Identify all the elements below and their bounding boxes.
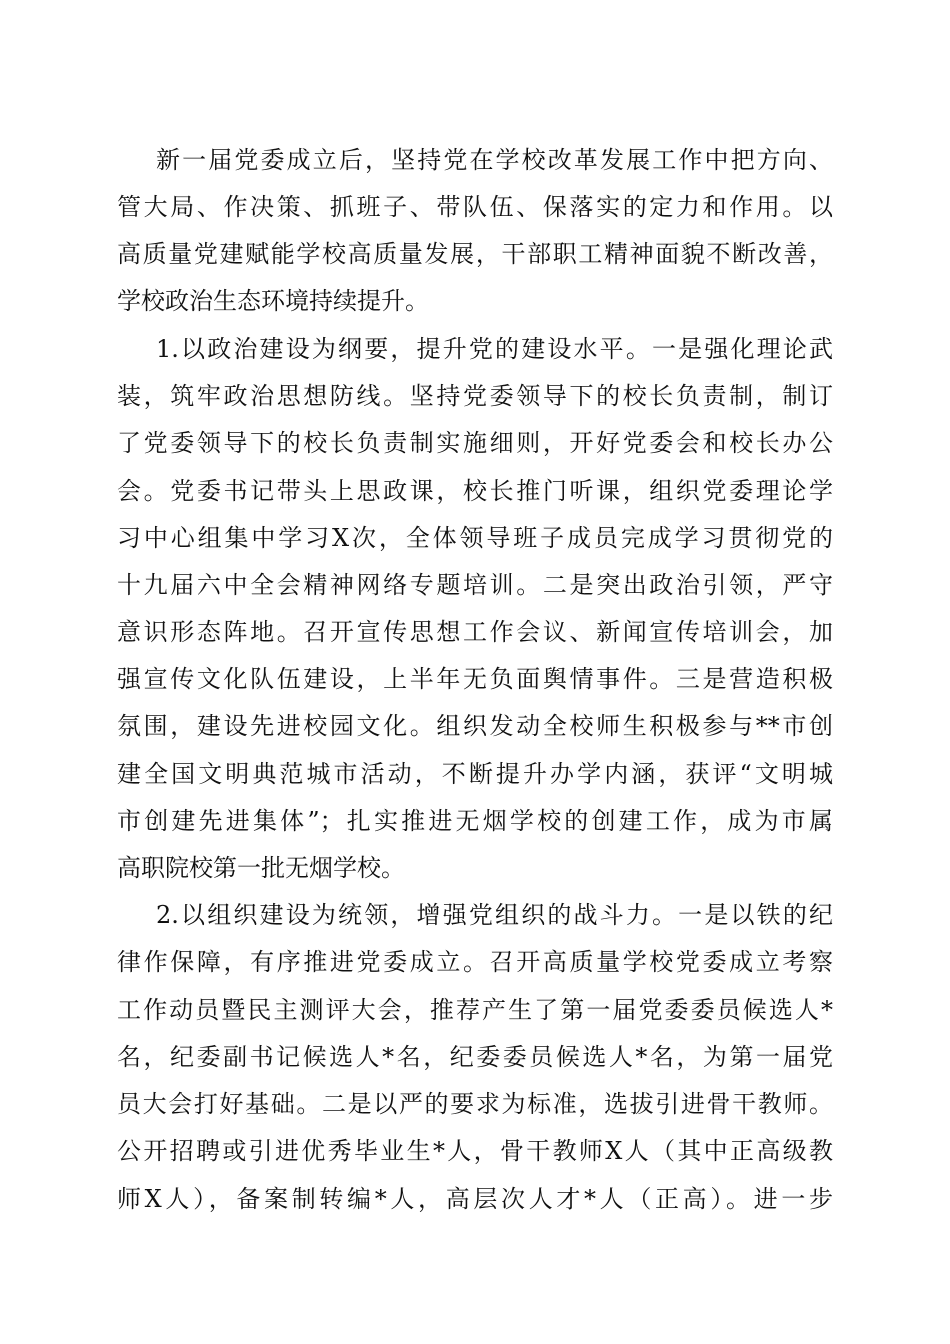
text-line-3: 高质量党建赋能学校高质量发展，干部职工精神面貌不断改善， <box>117 240 833 268</box>
text-line-12: 强宣传文化队伍建设，上半年无负面舆情事件。三是营造积极 <box>117 665 833 693</box>
text-line-6: 装，筑牢政治思想防线。坚持党委领导下的校长负责制，制订 <box>117 382 833 410</box>
text-line-2: 管大局、作决策、抓班子、带队伍、保落实的定力和作用。以 <box>117 193 833 221</box>
text-line-17: 2.以组织建设为统领，增强党组织的战斗力。一是以铁的纪 <box>156 901 833 929</box>
text-line-1: 新一届党委成立后，坚持党在学校改革发展工作中把方向、 <box>156 146 833 174</box>
text-line-11: 意识形态阵地。召开宣传思想工作会议、新闻宣传培训会，加 <box>117 618 833 646</box>
text-line-18: 律作保障，有序推进党委成立。召开高质量学校党委成立考察 <box>117 948 833 976</box>
text-line-7: 了党委领导下的校长负责制实施细则，开好党委会和校长办公 <box>117 429 833 457</box>
text-line-19: 工作动员暨民主测评大会，推荐产生了第一届党委委员候选人* <box>117 996 833 1024</box>
text-line-20: 名，纪委副书记候选人*名，纪委委员候选人*名，为第一届党 <box>117 1043 833 1071</box>
text-line-23: 师X人），备案制转编*人，高层次人才*人（正高）。进一步 <box>117 1185 833 1213</box>
text-line-15: 市创建先进集体”；扎实推进无烟学校的创建工作，成为市属 <box>117 807 833 835</box>
text-line-14: 建全国文明典范城市活动，不断提升办学内涵，获评“文明城 <box>117 760 833 788</box>
text-line-13: 氛围，建设先进校园文化。组织发动全校师生积极参与**市创 <box>117 712 833 740</box>
text-line-9: 习中心组集中学习X次，全体领导班子成员完成学习贯彻党的 <box>117 524 833 552</box>
text-line-4: 学校政治生态环境持续提升。 <box>117 287 429 315</box>
text-line-5: 1.以政治建设为纲要，提升党的建设水平。一是强化理论武 <box>156 335 833 363</box>
text-line-8: 会。党委书记带头上思政课，校长推门听课，组织党委理论学 <box>117 477 833 505</box>
text-line-21: 员大会打好基础。二是以严的要求为标准，选拔引进骨干教师。 <box>117 1090 833 1118</box>
text-line-22: 公开招聘或引进优秀毕业生*人，骨干教师X人（其中正高级教 <box>117 1137 833 1165</box>
text-line-16: 高职院校第一批无烟学校。 <box>117 854 405 882</box>
text-line-10: 十九届六中全会精神网络专题培训。二是突出政治引领，严守 <box>117 571 833 599</box>
